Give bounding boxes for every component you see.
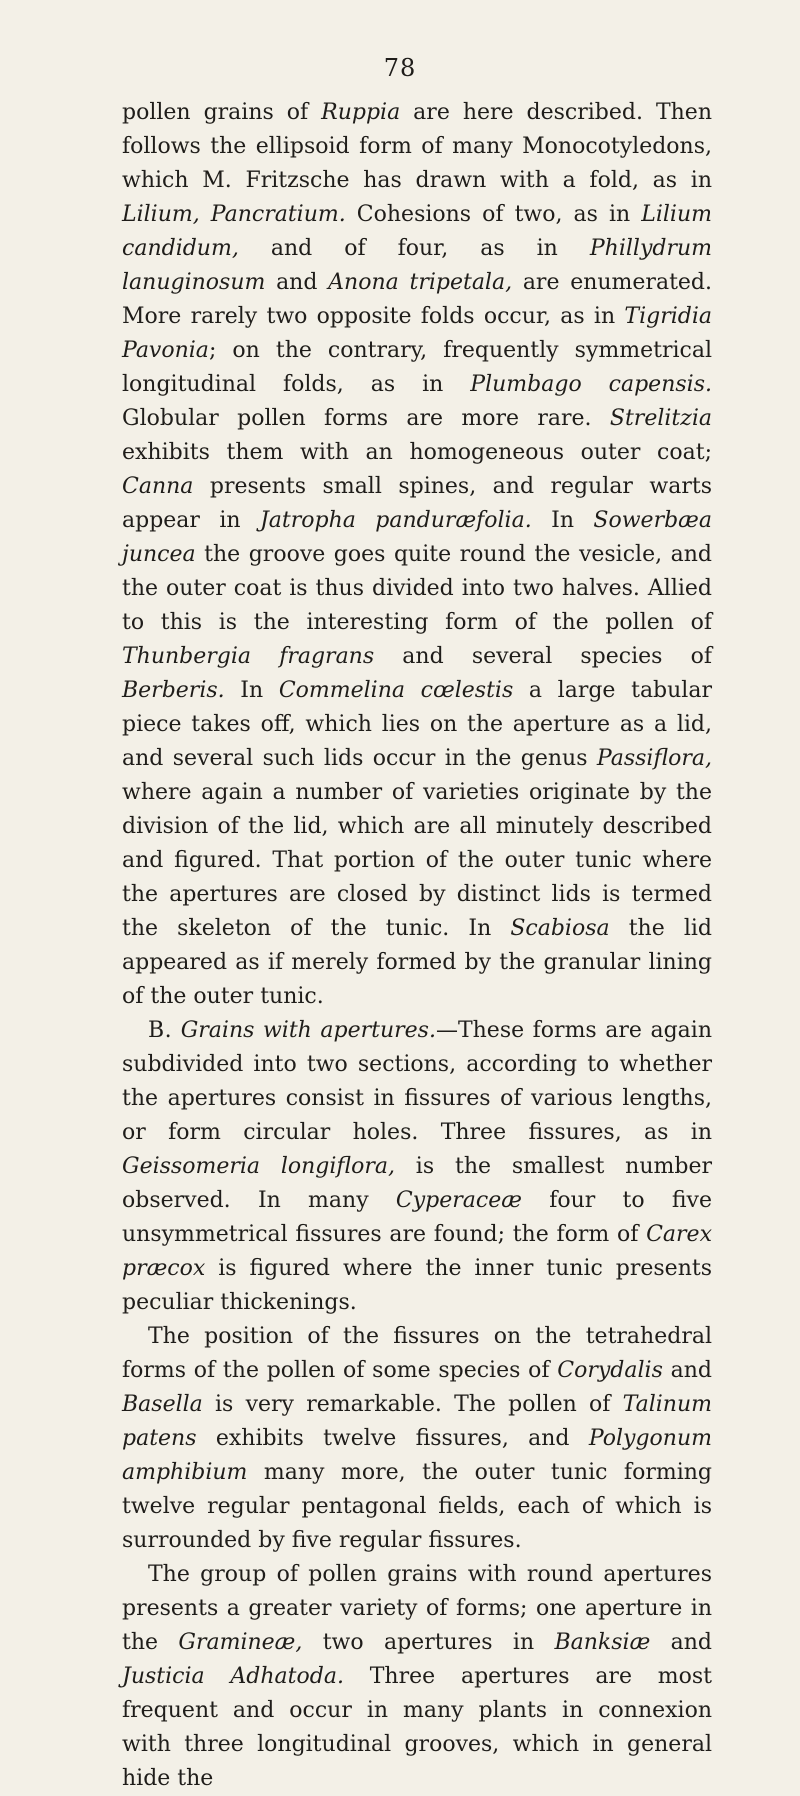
text-run [172, 1018, 181, 1043]
text-run: and [650, 1630, 712, 1655]
text-run: and [662, 1358, 712, 1383]
section-marker: B. [148, 1018, 173, 1043]
text-run: are enumerated. More rarely two opposite folds occur, as in [122, 270, 713, 329]
italic-text: Sowerbæa juncea [122, 508, 712, 567]
italic-text: Anona tripetala, [328, 270, 513, 295]
paragraph [122, 1014, 712, 1320]
italic-text: Geissomeria longiflora, [122, 1154, 395, 1179]
italic-text: Tigridia Pavonia [122, 304, 712, 363]
text-run: and of four, as in [238, 236, 590, 261]
text-run: Three apertures are most frequent and occur in many plants in connexion with three longitudinal grooves, which in general hide the [122, 1664, 713, 1791]
italic-text: Corydalis [557, 1358, 663, 1383]
text-run: are here described. Then follows the ellipsoid form of many Monocotyledons, which M. Fritzsche has drawn with a fold, as in [122, 100, 712, 193]
italic-text: Passiflora, [596, 746, 712, 771]
page-number: 78 [383, 54, 417, 82]
text-run: Globular pollen forms are more rare. [122, 406, 610, 431]
body-text [122, 96, 712, 1796]
text-run: In [531, 508, 594, 533]
text-run: pollen grains of [122, 100, 322, 125]
italic-text: Thunbergia fragrans [122, 644, 375, 669]
text-run: exhibits them with an homogeneous outer coat; [122, 440, 712, 465]
italic-text: Phillydrum lanuginosum [122, 236, 712, 295]
text-run: many more, the outer tunic forming twelve regular pentagonal fields, each of which is surrounded by five regular fissures. [122, 1460, 712, 1553]
italic-text: Cyperaceæ [395, 1188, 522, 1213]
italic-text: Jatropha panduræfolia. [259, 508, 532, 533]
text-run: a large tabular piece takes off, which lies on the aperture as a lid, and several such lids occur in the genus [122, 678, 712, 771]
italic-text: Justicia Adhatoda. [122, 1664, 344, 1689]
italic-text: Ruppia [321, 100, 401, 125]
paragraph [122, 96, 712, 1014]
italic-text: Plumbago capensis. [470, 372, 712, 397]
italic-text: Gramineæ, [178, 1630, 303, 1655]
text-run: The position of the fissures on the tetrahedral forms of the pollen of some species of [122, 1324, 712, 1383]
text-run: ; on the contrary, frequently symmetrical longitudinal folds, as in [122, 338, 712, 397]
italic-text: Lilium, Pancratium. [122, 202, 346, 227]
italic-text: Talinum patens [122, 1392, 712, 1451]
italic-text: Banksiæ [554, 1630, 651, 1655]
italic-text: Basella [122, 1392, 203, 1417]
italic-text: Polygonum amphibium [122, 1426, 712, 1485]
text-run: and several species of [374, 644, 712, 669]
italic-text: Lilium candidum, [122, 202, 712, 261]
italic-text: Scabiosa [510, 916, 610, 941]
text-run: is figured where the inner tunic presents peculiar thickenings. [122, 1256, 712, 1315]
italic-text: Commelina cœlestis [278, 678, 514, 703]
text-run: four to five unsymmetrical fissures are found; the form of [122, 1188, 713, 1247]
text-run: two apertures in [302, 1630, 555, 1655]
text-run: In [224, 678, 279, 703]
paragraph [122, 1320, 712, 1558]
text-run: The group of pollen grains with round apertures presents a greater variety of forms; one aperture in the [122, 1562, 712, 1655]
text-run: is very remarkable. The pollen of [202, 1392, 623, 1417]
text-run: presents small spines, and regular warts appear in [122, 474, 712, 533]
text-run: Cohesions of two, as in [345, 202, 642, 227]
paragraph [122, 1558, 712, 1796]
italic-text: Canna [122, 474, 194, 499]
italic-text: Strelitzia [609, 406, 712, 431]
italic-text: Carex præcox [122, 1222, 712, 1281]
text-run: is the smallest number observed. In many [122, 1154, 712, 1213]
italic-text: Berberis. [122, 678, 225, 703]
text-run: exhibits twelve fissures, and [196, 1426, 589, 1451]
text-run: the lid appeared as if merely formed by the granular lining of the outer tunic. [122, 916, 712, 1009]
italic-text: Grains with apertures. [180, 1018, 436, 1043]
text-run: —These forms are again subdivided into two sections, according to whether the apertures consist in fissures of various lengths, or form circular holes. Three fissures, as in [122, 1018, 712, 1145]
text-run: where again a number of varieties originate by the division of the lid, which are all minutely described and figured. That portion of the outer tunic where the apertures are closed by distinct lids is termed the skeleton of the tunic. In [122, 780, 712, 941]
text-run: and [265, 270, 329, 295]
text-run: the groove goes quite round the vesicle, and the outer coat is thus divided into two halves. Allied to this is the interesting form of the pollen of [122, 542, 712, 635]
